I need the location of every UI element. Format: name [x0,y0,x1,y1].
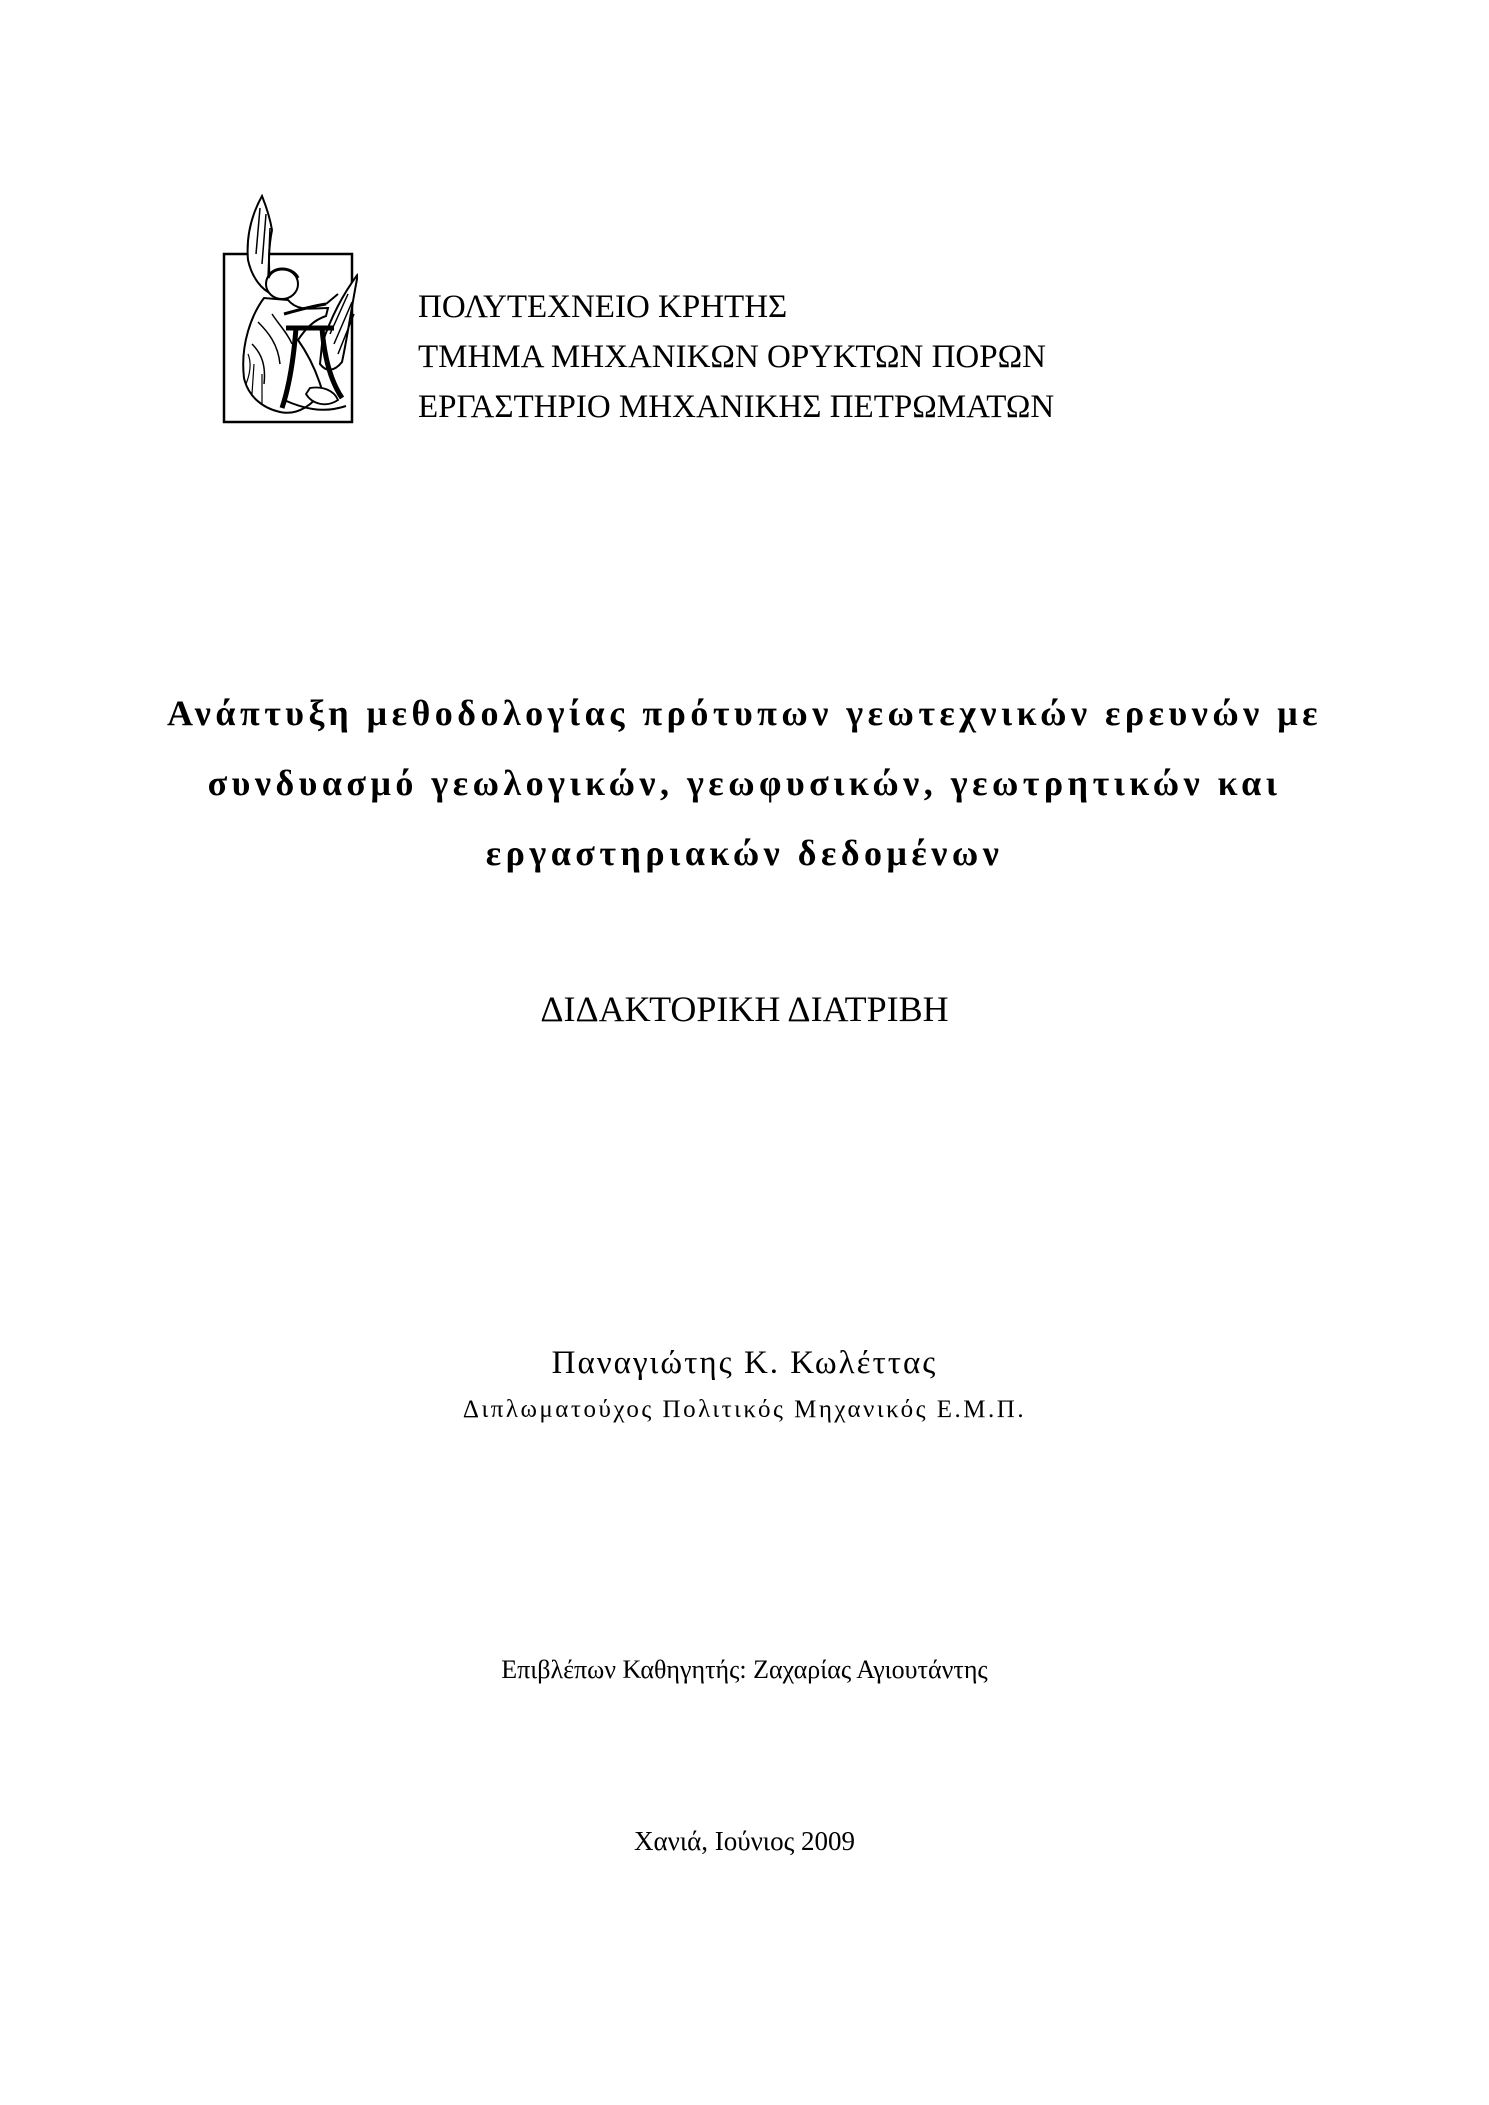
thesis-title [0,678,1489,888]
institution-header [418,282,1054,432]
institution-line-department: ΤΜΗΜΑ ΜΗΧΑΝΙΚΩΝ ΟΡΥΚΤΩΝ ΠΟΡΩΝ [418,339,1046,375]
document-type: ΔΙΔΑΚΤΟΡΙΚΗ ΔΙΑΤΡΙΒΗ [540,989,949,1029]
polytechnic-angel-logo-icon [222,194,358,426]
institution-line-laboratory: ΕΡΓΑΣΤΗΡΙΟ ΜΗΧΑΝΙΚΗΣ ΠΕΤΡΩΜΑΤΩΝ [418,389,1055,425]
thesis-title-line: συνδυασμό γεωλογικών, γεωφυσικών, γεωτρητικών και [207,763,1282,803]
thesis-title-line: εργαστηριακών δεδομένων [485,833,1004,873]
supervisor: Επιβλέπων Καθηγητής: Ζαχαρίας Αγιουτάντης [501,1655,988,1684]
institution-line-university: ΠΟΛΥΤΕΧΝΕΙΟ ΚΡΗΤΗΣ [418,289,788,325]
author-name: Παναγιώτης Κ. Κωλέττας [551,1345,938,1381]
place-date: Χανιά, Ιούνιος 2009 [633,1826,856,1856]
author-degree: Διπλωματούχος Πολιτικός Μηχανικός Ε.Μ.Π. [462,1396,1027,1423]
thesis-title-line: Ανάπτυξη μεθοδολογίας πρότυπων γεωτεχνικών ερευνών με [166,693,1323,733]
